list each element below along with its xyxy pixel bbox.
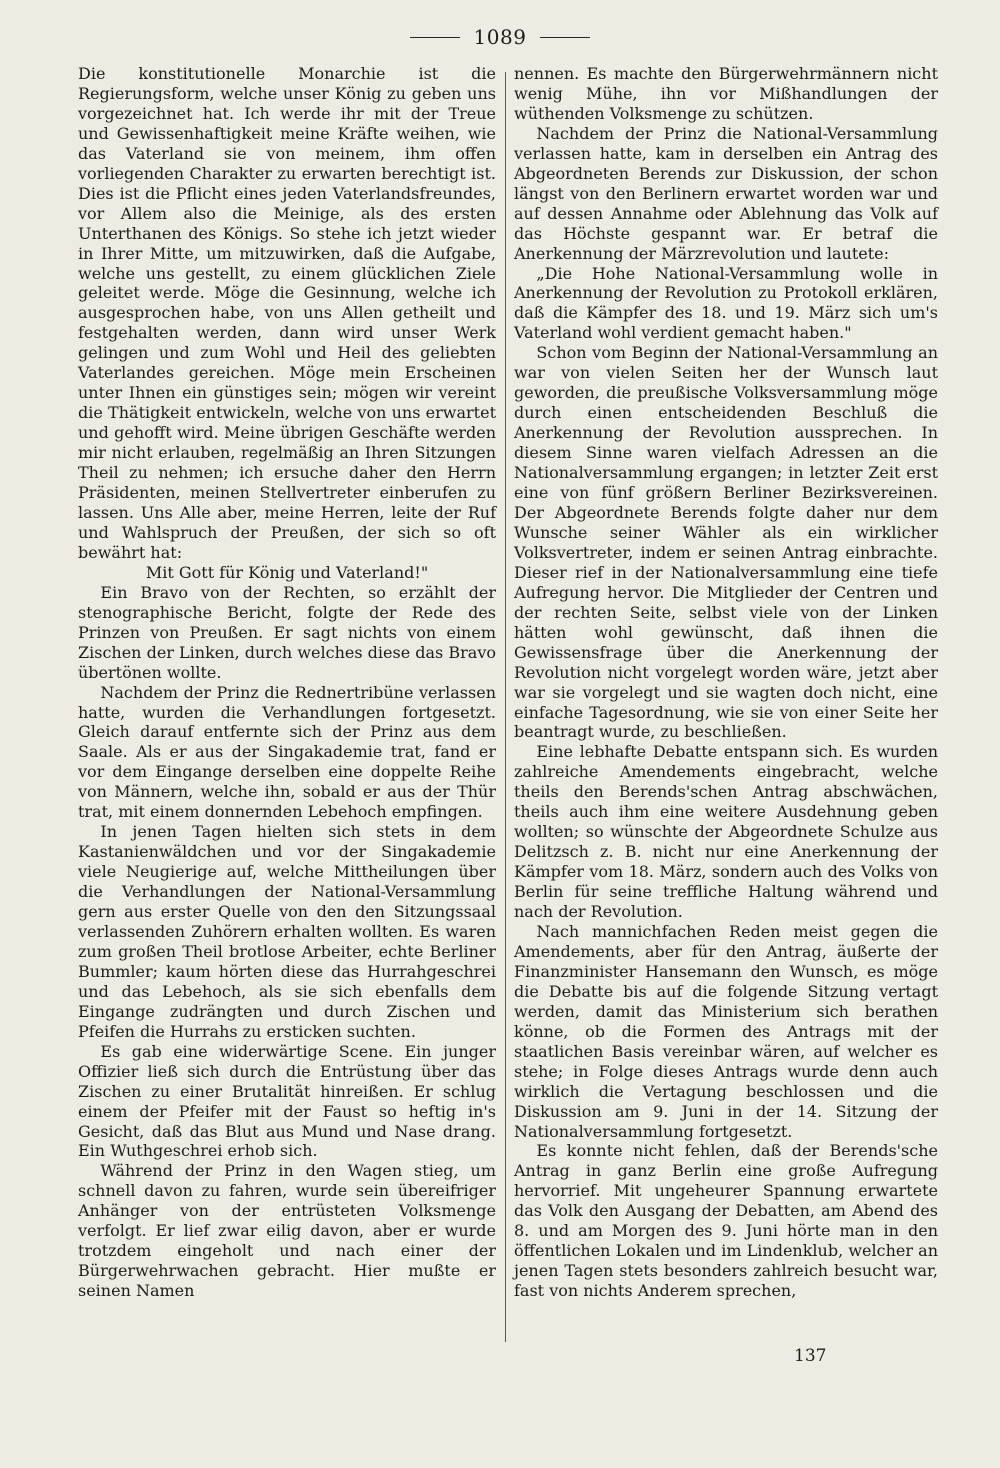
header-rule-right: [540, 37, 590, 38]
page-header: [0, 22, 1000, 52]
header-rule-left: [410, 37, 460, 38]
paragraph: Nach mannichfachen Reden meist gegen die Amendements, aber für den Antrag, äußerte der Finanzminister Hansemann den Wunsch, es möge die Debatte bis auf die folgende Sitzung vertagt werden, damit das Ministerium sich berathen könne, ob die Formen des Antrags mit der staatlichen Basis vereinbar wären, auf welcher es stehe; in Folge dieses Antrags wurde denn auch wirklich die Vertagung beschlossen und die Diskussion am 9. Juni in der 14. Sitzung der Nationalversammlung fortgesetzt.: [514, 921, 938, 1141]
paragraph: In jenen Tagen hielten sich stets in dem Kastanienwäldchen und vor der Singakademie viele Neugierige auf, welche Mittheilungen über die Verhandlungen der National-Versammlung gern aus erster Quelle von den den Sitzungssaal verlassenden Zuhörern erhalten wollten. Es waren zum großen Theil brotlose Arbeiter, echte Berliner Bummler; kaum hörten diese das Hurrahgeschrei und das Lebehoch, als sie sich ebenfalls dem Eingange zudrängten und durch Zischen und Pfeifen die Hurrahs zu ersticken suchten.: [78, 822, 496, 1041]
paragraph: Mit Gott für König und Vaterland!": [145, 562, 429, 582]
paragraph: Während der Prinz in den Wagen stieg, um schnell davon zu fahren, wurde sein übereifriger Anhänger von der entrüsteten Volksmenge verfolgt. Er lief zwar eilig davon, aber er wurde trotzdem eingeholt und nach einer der Bürgerwehrwachen gebracht. Hier mußte er seinen Namen: [78, 1161, 496, 1301]
paragraph: Es konnte nicht fehlen, daß der Berends'sche Antrag in ganz Berlin eine große Aufregung hervorrief. Mit ungeheurer Spannung erwartete das Volk den Ausgang der Debatten, am Abend des 8. und am Morgen des 9. Juni hörte man in den öffentlichen Lokalen und im Lindenklub, welcher an jenen Tagen stets besonders zahlreich besucht war, fast von nichts Anderem sprechen,: [514, 1141, 938, 1301]
paragraph: nennen. Es machte den Bürgerwehrmännern nicht wenig Mühe, ihn vor Mißhandlungen der wüthenden Volksmenge zu schützen.: [514, 64, 938, 123]
column-divider: [505, 72, 506, 1342]
page-number: 1089: [473, 25, 527, 49]
paragraph: Es gab eine widerwärtige Scene. Ein junger Offizier ließ sich durch die Entrüstung über das Zischen zu einer Brutalität hinreißen. Er schlug einem der Pfeifer mit der Faust so heftig in's Gesicht, daß das Blut aus Mund und Nase drang. Ein Wuthgeschrei erhob sich.: [78, 1041, 496, 1161]
paragraph: Nachdem der Prinz die Rednertribüne verlassen hatte, wurden die Verhandlungen fortgesetzt. Gleich darauf entfernte sich der Prinz aus dem Saale. Als er aus der Singakademie trat, fand er vor dem Eingange derselben eine doppelte Reihe von Männern, welche ihn, sobald er aus der Thür trat, mit einem donnernden Lebehoch empfingen.: [78, 682, 496, 822]
signature-number: 137: [794, 1346, 827, 1366]
right-text-column: [514, 64, 938, 1301]
paragraph: Eine lebhafte Debatte entspann sich. Es wurden zahlreiche Amendements eingebracht, welche theils den Berends'schen Antrag abschwächen, theils auch ihm eine weitere Ausdehnung geben wollten; so wünschte der Abgeordnete Schulze aus Delitzsch z. B. nicht nur eine Anerkennung der Kämpfer vom 18. März, sondern auch des Volks von Berlin für seine treffliche Haltung während und nach der Revolution.: [514, 742, 938, 922]
paragraph: „Die Hohe National-Versammlung wolle in Anerkennung der Revolution zu Protokoll erklären, daß die Kämpfer des 18. und 19. März sich um's Vaterland wohl verdient gemacht haben.": [514, 263, 938, 343]
paragraph: Die konstitutionelle Monarchie ist die Regierungsform, welche unser König zu geben uns vorgezeichnet hat. Ich werde ihr mit der Treue und Gewissenhaftigkeit meine Kräfte weihen, wie das Vaterland sie von meinem, ihm offen vorliegenden Charakter zu erwarten berechtigt ist. Dies ist die Pflicht eines jeden Vaterlandsfreundes, vor Allem also die Meinige, als des ersten Unterthanen des Königs. So stehe ich jetzt wieder in Ihrer Mitte, um mitzuwirken, daß die Aufgabe, welche uns gestellt, zu einem glücklichen Ziele geleitet werde. Möge die Gesinnung, welche ich ausgesprochen habe, von uns Allen getheilt und festgehalten werden, dann wird unser Werk gelingen und zum Wohl und Heil des geliebten Vaterlandes gereichen. Möge mein Erscheinen unter Ihnen ein günstiges sein; mögen wir vereint die Thätigkeit entwickeln, welche von uns erwartet und gehofft wird. Meine übrigen Geschäfte werden mir nicht erlauben, regelmäßig an Ihren Sitzungen Theil zu nehmen; ich ersuche daher den Herrn Präsidenten, meinen Stellvertreter einberufen zu lassen. Uns Alle aber, meine Herren, leite der Ruf und Wahlspruch der Preußen, der sich so oft bewährt hat:: [78, 64, 496, 562]
paragraph: Ein Bravo von der Rechten, so erzählt der stenographische Bericht, folgte der Rede des Prinzen von Preußen. Er sagt nichts von einem Zischen der Linken, durch welches diese das Bravo übertönen wollte.: [78, 582, 496, 682]
left-text-column: [78, 64, 496, 1301]
paragraph: Schon vom Beginn der National-Versammlung an war von vielen Seiten her der Wunsch laut geworden, die preußische Volksversammlung möge durch einen entscheidenden Beschluß die Anerkennung der Revolution aussprechen. In diesem Sinne waren vielfach Adressen an die Nationalversammlung ergangen; in letzter Zeit erst eine von fünf größern Berliner Bezirksvereinen. Der Abgeordnete Berends folgte daher nur dem Wunsche seiner Wähler als ein wirklicher Volksvertreter, indem er seinen Antrag einbrachte. Dieser rief in der Nationalversammlung eine tiefe Aufregung hervor. Die Mitglieder der Centren und der rechten Seite, selbst viele von der Linken hätten wohl gewünscht, daß ihnen die Gewissensfrage über die Anerkennung der Revolution nicht vorgelegt worden wäre, jetzt aber war sie vorgelegt und sie wagten doch nicht, eine einfache Tagesordnung, wie sie von einer Seite her beantragt wurde, zu beschließen.: [514, 343, 938, 742]
paragraph: Nachdem der Prinz die National-Versammlung verlassen hatte, kam in derselben ein Antrag des Abgeordneten Berends zur Diskussion, der schon längst von den Berlinern erwartet worden war und auf dessen Annahme oder Ablehnung das Volk auf das Höchste gespannt war. Er betraf die Anerkennung der Märzrevolution und lautete:: [514, 123, 938, 263]
